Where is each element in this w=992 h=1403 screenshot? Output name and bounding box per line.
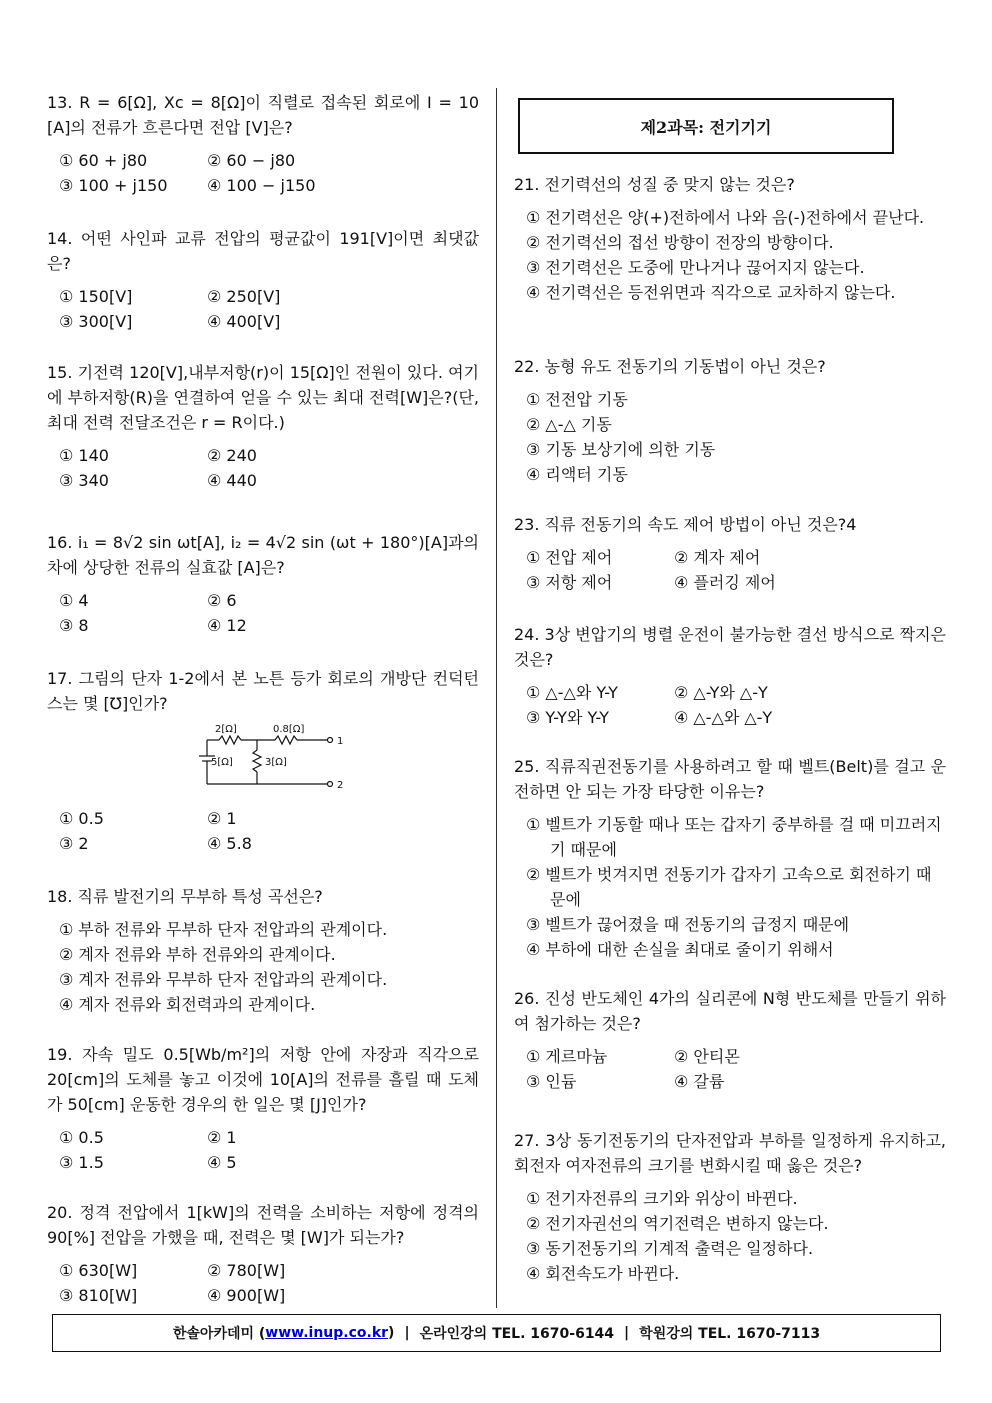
option-3[interactable]: ③ 인듐: [526, 1072, 577, 1091]
question-15: [47, 360, 479, 493]
subject-title-box: [518, 98, 894, 154]
option-3[interactable]: ③ 계자 전류와 무부하 단자 전압과의 관계이다.: [59, 970, 388, 989]
footer-prefix: 한솔아카데미 (: [172, 1326, 266, 1342]
options: [514, 205, 946, 305]
option-2[interactable]: ② 계자 전류와 부하 전류와의 관계이다.: [59, 945, 336, 964]
option-2[interactable]: ② 60 − j80: [207, 151, 296, 170]
options: [47, 806, 252, 856]
question-22: [514, 354, 946, 487]
question-stem: 16. i₁ = 8√2 sin ωt[A], i₂ = 4√2 sin (ωt + 180°)[A]과의 차에 상당한 전류의 실효값 [A]은?: [47, 533, 479, 577]
question-stem: 13. R = 6[Ω], Xc = 8[Ω]이 직렬로 접속된 회로에 I = 10 [A]의 전류가 흐른다면 전압 [V]은?: [47, 93, 479, 137]
option-2[interactable]: ② △-△ 기동: [526, 415, 612, 434]
option-2[interactable]: ② 전기력선의 접선 방향이 전장의 방향이다.: [526, 233, 834, 252]
options: [47, 1125, 479, 1175]
option-3[interactable]: ③ 100 + j150: [59, 176, 168, 195]
options: [47, 588, 479, 638]
option-4[interactable]: ④ 전기력선은 등전위면과 직각으로 교차하지 않는다.: [526, 283, 896, 302]
option-3[interactable]: ③ 300[V]: [59, 312, 133, 331]
question-18: [47, 884, 479, 1017]
option-4[interactable]: ④ 5: [207, 1153, 237, 1172]
label-r1: 2[Ω]: [215, 724, 237, 735]
option-4[interactable]: ④ 부하에 대한 손실을 최대로 줄이기 위해서: [526, 940, 834, 959]
option-4[interactable]: ④ △-△와 △-Y: [674, 708, 773, 727]
option-1[interactable]: ① 0.5: [59, 809, 104, 828]
question-stem: 25. 직류직권전동기를 사용하려고 할 때 벨트(Belt)를 걸고 운전하면 안 되는 가장 타당한 이유는?: [514, 757, 946, 801]
footer-banner: [52, 1314, 941, 1352]
label-r2: 0.8[Ω]: [273, 724, 305, 735]
option-2[interactable]: ② 안티몬: [674, 1047, 740, 1066]
option-3[interactable]: ③ 저항 제어: [526, 573, 613, 592]
options: [514, 1044, 946, 1094]
question-24: [514, 622, 946, 730]
options: [47, 443, 479, 493]
options: [514, 1186, 946, 1286]
question-stem: 27. 3상 동기전동기의 단자전압과 부하를 일정하게 유지하고, 회전자 여자전류의 크기를 변화시킬 때 옳은 것은?: [514, 1131, 946, 1175]
column-divider: [496, 88, 497, 1308]
question-stem: 21. 전기력선의 성질 중 맞지 않는 것은?: [514, 175, 795, 194]
question-14: [47, 226, 479, 334]
option-1[interactable]: ① 4: [59, 591, 89, 610]
option-2[interactable]: ② 계자 제어: [674, 548, 761, 567]
options: [47, 1258, 479, 1308]
question-stem: 22. 농형 유도 전동기의 기동법이 아닌 것은?: [514, 357, 826, 376]
footer-academy-tel: 학원강의 TEL. 1670-7113: [639, 1326, 821, 1342]
option-4[interactable]: ④ 100 − j150: [207, 176, 316, 195]
option-4[interactable]: ④ 5.8: [207, 834, 252, 853]
option-2[interactable]: ② 1: [207, 809, 237, 828]
circuit-diagram: [187, 722, 357, 792]
question-stem: 18. 직류 발전기의 무부하 특성 곡선은?: [47, 887, 323, 906]
question-stem: 17. 그림의 단자 1-2에서 본 노튼 등가 회로의 개방단 컨덕턴스는 몇 [℧]인가?: [47, 669, 479, 713]
label-r4: 3[Ω]: [265, 757, 287, 768]
question-stem: 19. 자속 밀도 0.5[Wb/m²]의 저항 안에 자장과 직각으로 20[cm]의 도체를 놓고 이것에 10[A]의 전류를 흘릴 때 도체가 50[cm] 운동한 경우의 한 일은 몇 [J]인가?: [47, 1045, 479, 1114]
question-19: [47, 1042, 479, 1175]
question-21: [514, 172, 946, 305]
option-2[interactable]: ② 6: [207, 591, 237, 610]
option-3[interactable]: ③ 기동 보상기에 의한 기동: [526, 440, 716, 459]
option-1[interactable]: ① 전기자전류의 크기와 위상이 바뀐다.: [526, 1189, 798, 1208]
question-17: [47, 666, 479, 853]
option-4[interactable]: ④ 리액터 기동: [526, 465, 628, 484]
option-1[interactable]: ① 전전압 기동: [526, 390, 628, 409]
option-1[interactable]: ① 전기력선은 양(+)전하에서 나와 음(-)전하에서 끝난다.: [526, 208, 925, 227]
option-4[interactable]: ④ 회전속도가 바뀐다.: [526, 1264, 680, 1283]
option-3[interactable]: ③ 2: [59, 834, 89, 853]
option-2[interactable]: ② 1: [207, 1128, 237, 1147]
option-2[interactable]: ② 240: [207, 446, 257, 465]
question-stem: 26. 진성 반도체인 4가의 실리콘에 N형 반도체를 만들기 위하여 첨가하는 것은?: [514, 989, 946, 1033]
question-26: [514, 986, 946, 1094]
question-25: [514, 754, 946, 962]
website-link[interactable]: www.inup.co.kr: [265, 1325, 389, 1341]
option-1[interactable]: ① △-△와 Y-Y: [526, 683, 618, 702]
terminal-2: 2: [337, 780, 344, 791]
terminal-1: 1: [337, 736, 344, 747]
options: [47, 917, 479, 1017]
question-stem: 20. 정격 전압에서 1[kW]의 전력을 소비하는 저항에 정격의 90[%] 전압을 가했을 때, 전력은 몇 [W]가 되는가?: [47, 1203, 479, 1247]
option-1[interactable]: ① 630[W]: [59, 1261, 138, 1280]
option-1[interactable]: ① 140: [59, 446, 109, 465]
question-27: [514, 1128, 946, 1286]
option-3[interactable]: ③ 벨트가 끊어졌을 때 전동기의 급정지 때문에: [526, 915, 850, 934]
footer-separator: |: [404, 1325, 410, 1341]
footer-suffix: ): [388, 1325, 395, 1341]
option-4[interactable]: ④ 계자 전류와 회전력과의 관계이다.: [59, 995, 316, 1014]
question-23: [514, 512, 946, 595]
option-2[interactable]: ② 벨트가 벗겨지면 전동기가 갑자기 고속으로 회전하기 때문에: [526, 865, 932, 909]
question-13: [47, 90, 479, 198]
option-4[interactable]: ④ 400[V]: [207, 312, 281, 331]
question-16: [47, 530, 479, 638]
option-4[interactable]: ④ 440: [207, 471, 257, 490]
question-stem: 24. 3상 변압기의 병렬 운전이 불가능한 결선 방식으로 짝지은 것은?: [514, 625, 946, 669]
option-1[interactable]: ① 전압 제어: [526, 548, 613, 567]
footer-online-tel: 온라인강의 TEL. 1670-6144: [419, 1326, 615, 1342]
option-3[interactable]: ③ 전기력선은 도중에 만나거나 끊어지지 않는다.: [526, 258, 865, 277]
option-2[interactable]: ② △-Y와 △-Y: [674, 683, 768, 702]
label-r3: 5[Ω]: [211, 757, 233, 768]
option-2[interactable]: ② 250[V]: [207, 287, 281, 306]
option-3[interactable]: ③ 810[W]: [59, 1286, 138, 1305]
option-4[interactable]: ④ 플러깅 제어: [674, 573, 776, 592]
option-1[interactable]: ① 150[V]: [59, 287, 133, 306]
options: [47, 284, 479, 334]
option-2[interactable]: ② 전기자권선의 역기전력은 변하지 않는다.: [526, 1214, 829, 1233]
option-4[interactable]: ④ 갈륨: [674, 1072, 725, 1091]
option-1[interactable]: ① 게르마늄: [526, 1047, 608, 1066]
subject-title: 제2과목: 전기기기: [640, 117, 772, 137]
options: [47, 148, 479, 198]
option-2[interactable]: ② 780[W]: [207, 1261, 286, 1280]
options: [514, 545, 946, 595]
options: [514, 387, 946, 487]
options: [514, 812, 946, 962]
option-4[interactable]: ④ 900[W]: [207, 1286, 286, 1305]
question-stem: 15. 기전력 120[V],내부저항(r)이 15[Ω]인 전원이 있다. 여기에 부하저항(R)을 연결하여 얻을 수 있는 최대 전력[W]은?(단, 최대 전력 전달조건은 r = R이다.): [47, 363, 479, 432]
option-1[interactable]: ① 0.5: [59, 1128, 104, 1147]
options: [514, 680, 946, 730]
option-1[interactable]: ① 60 + j80: [59, 151, 148, 170]
question-stem: 23. 직류 전동기의 속도 제어 방법이 아닌 것은?4: [514, 515, 857, 534]
option-3[interactable]: ③ 8: [59, 616, 89, 635]
option-3[interactable]: ③ Y-Y와 Y-Y: [526, 708, 610, 727]
option-1[interactable]: ① 벨트가 기동할 때나 또는 갑자기 중부하를 걸 때 미끄러지기 때문에: [526, 815, 942, 859]
option-4[interactable]: ④ 12: [207, 616, 247, 635]
question-20: [47, 1200, 479, 1308]
option-3[interactable]: ③ 1.5: [59, 1153, 104, 1172]
option-3[interactable]: ③ 동기전동기의 기계적 출력은 일정하다.: [526, 1239, 814, 1258]
option-1[interactable]: ① 부하 전류와 무부하 단자 전압과의 관계이다.: [59, 920, 388, 939]
question-stem: 14. 어떤 사인파 교류 전압의 평균값이 191[V]이면 최댓값은?: [47, 229, 479, 273]
footer-separator: |: [624, 1325, 630, 1341]
option-3[interactable]: ③ 340: [59, 471, 109, 490]
